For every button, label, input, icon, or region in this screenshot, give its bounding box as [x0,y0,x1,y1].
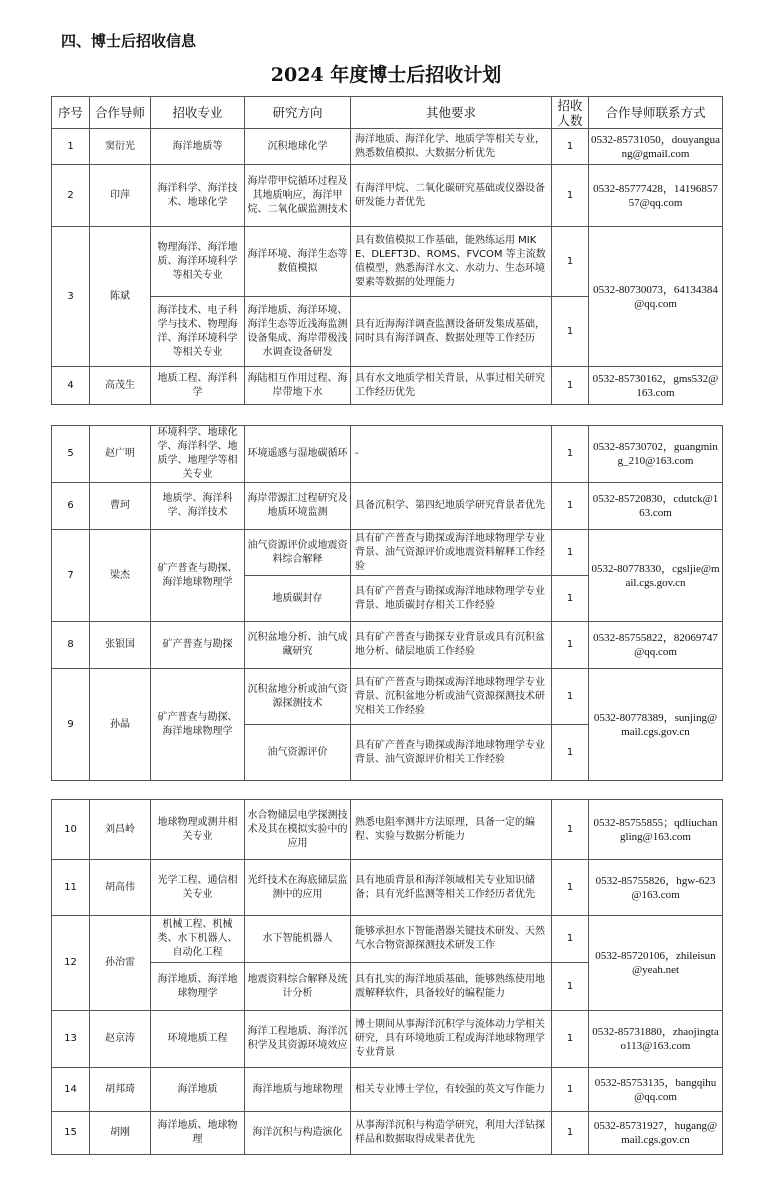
row-number: 11 [52,860,90,916]
advisor-name: 刘昌岭 [90,800,151,860]
major-cell: 地质工程、海洋科学 [151,367,245,405]
advisor-name: 梁杰 [90,530,151,622]
column-header: 其他要求 [351,97,552,129]
requirement-cell: 具有矿产普查与勘探或海洋地球物理学专业背景、沉积盆地分析或油气资源探测技术研究相关工作经验 [351,669,552,725]
major-cell: 机械工程、机械类、水下机器人、自动化工程 [151,916,245,963]
advisor-name: 张银国 [90,622,151,669]
requirement-cell: 具有矿产普查与勘探或海洋地球物理学专业背景、油气资源评价相关工作经验 [351,725,552,781]
major-cell: 矿产普查与勘探、海洋地球物理学 [151,530,245,622]
count-cell: 1 [552,129,589,165]
requirement-cell: 具有水文地质学相关背景，从事过相关研究工作经历优先 [351,367,552,405]
direction-cell: 海洋地质、海洋环境、海洋生态等近浅海监测设备集成、海岸带极浅水调查设备研发 [245,297,351,367]
count-cell: 1 [552,725,589,781]
row-number: 4 [52,367,90,405]
table-row [52,129,723,165]
advisor-name: 孙晶 [90,669,151,781]
requirement-cell: 有海洋甲烷、二氧化碳研究基础或仪器设备研发能力者优先 [351,165,552,227]
table-row [52,227,723,297]
row-number: 3 [52,227,90,367]
count-cell: 1 [552,576,589,622]
table-row [52,800,723,860]
count-cell: 1 [552,227,589,297]
table-row [52,426,723,483]
contact-cell: 0532-85720106，zhileisun@yeah.net [589,916,723,1011]
table-row [52,367,723,405]
count-cell: 1 [552,860,589,916]
direction-cell: 地质碳封存 [245,576,351,622]
advisor-name: 胡邦琦 [90,1068,151,1112]
count-cell: 1 [552,1011,589,1068]
count-cell: 1 [552,483,589,530]
direction-cell: 海洋沉积与构造演化 [245,1112,351,1155]
requirement-cell: 具有矿产普查与勘探或海洋地球物理学专业背景、地质碳封存相关工作经验 [351,576,552,622]
page-title: 2024 年度博士后招收计划 [270,64,502,86]
section-heading: 四、博士后招收信息 [61,32,197,50]
direction-cell: 沉积地球化学 [245,129,351,165]
contact-cell: 0532-85731050，douyanguang@gmail.com [589,129,723,165]
requirement-cell: 具有数值模拟工作基础，能熟练运用 MIKE、DLEFT3D、ROMS、FVCOM 等主流数值模型，熟悉海洋水文、水动力、生态环境要素等数据的处理能力 [351,227,552,297]
direction-cell: 环境遥感与湿地碳循环 [245,426,351,483]
direction-cell: 光纤技术在海底储层监测中的应用 [245,860,351,916]
contact-cell: 0532-85777428，1419685757@qq.com [589,165,723,227]
count-cell: 1 [552,669,589,725]
column-header: 招收专业 [151,97,245,129]
major-cell: 环境地质工程 [151,1011,245,1068]
column-header: 合作导师联系方式 [589,97,723,129]
table-row [52,1068,723,1112]
contact-cell: 0532-85720830，cdutck@163.com [589,483,723,530]
recruitment-table-part2 [51,425,723,781]
contact-cell: 0532-85755826，hgw-623@163.com [589,860,723,916]
direction-cell: 海洋地质与地球物理 [245,1068,351,1112]
major-cell: 矿产普查与勘探 [151,622,245,669]
direction-cell: 海岸带甲烷循环过程及其地质响应，海洋甲烷、二氧化碳监测技术 [245,165,351,227]
table-row [52,1112,723,1155]
advisor-name: 赵广明 [90,426,151,483]
count-cell: 1 [552,916,589,963]
count-cell: 1 [552,1112,589,1155]
advisor-name: 窦衍光 [90,129,151,165]
contact-cell: 0532-85731880，zhaojingtao113@163.com [589,1011,723,1068]
count-cell: 1 [552,622,589,669]
advisor-name: 胡刚 [90,1112,151,1155]
column-header: 研究方向 [245,97,351,129]
direction-cell: 海陆相互作用过程、海岸带地下水 [245,367,351,405]
row-number: 8 [52,622,90,669]
count-cell: 1 [552,426,589,483]
row-number: 5 [52,426,90,483]
row-number: 10 [52,800,90,860]
column-header: 序号 [52,97,90,129]
major-cell: 地质学、海洋科学、海洋技术 [151,483,245,530]
table-row [52,1011,723,1068]
advisor-name: 曹珂 [90,483,151,530]
row-number: 6 [52,483,90,530]
direction-cell: 水合物储层电学探测技术及其在模拟实验中的应用 [245,800,351,860]
table-row [52,483,723,530]
contact-cell: 0532-85753135，bangqihu@qq.com [589,1068,723,1112]
requirement-cell: 具有近海海洋调查监测设备研发集成基础，同时具有海洋调查、数据处理等工作经历 [351,297,552,367]
direction-cell: 海洋工程地质、海洋沉积学及其资源环境效应 [245,1011,351,1068]
row-number: 1 [52,129,90,165]
advisor-name: 赵京涛 [90,1011,151,1068]
advisor-name: 印萍 [90,165,151,227]
table-row [52,530,723,576]
direction-cell: 油气资源评价 [245,725,351,781]
contact-cell: 0532-85755855；qdliuchangling@163.com [589,800,723,860]
advisor-name: 胡高伟 [90,860,151,916]
major-cell: 环境科学、地球化学、海洋科学、地质学、地理学等相关专业 [151,426,245,483]
contact-cell: 0532-80778389，sunjing@mail.cgs.gov.cn [589,669,723,781]
direction-cell: 海洋环境、海洋生态等数值模拟 [245,227,351,297]
table-row [52,916,723,963]
major-cell: 矿产普查与勘探、海洋地球物理学 [151,669,245,781]
advisor-name: 陈斌 [90,227,151,367]
direction-cell: 地震资料综合解释及统计分析 [245,963,351,1011]
row-number: 12 [52,916,90,1011]
major-cell: 地球物理或测井相关专业 [151,800,245,860]
table-row [52,165,723,227]
advisor-name: 高茂生 [90,367,151,405]
table-row [52,622,723,669]
requirement-cell: 具备沉积学、第四纪地质学研究背景者优先 [351,483,552,530]
major-cell: 海洋地质、地球物理 [151,1112,245,1155]
major-cell: 海洋地质、海洋地球物理学 [151,963,245,1011]
count-cell: 1 [552,367,589,405]
direction-cell: 水下智能机器人 [245,916,351,963]
row-number: 9 [52,669,90,781]
count-cell: 1 [552,530,589,576]
count-cell: 1 [552,297,589,367]
requirement-cell: 能够承担水下智能潜器关键技术研发、天然气水合物资源探测技术研发工作 [351,916,552,963]
major-cell: 海洋科学、海洋技术、地球化学 [151,165,245,227]
contact-cell: 0532-85730162，gms532@163.com [589,367,723,405]
major-cell: 物理海洋、海洋地质、海洋环境科学等相关专业 [151,227,245,297]
recruitment-table-part1 [51,96,723,405]
count-cell: 1 [552,1068,589,1112]
requirement-cell: 从事海洋沉积与构造学研究，利用大洋钻探样品和数据取得成果者优先 [351,1112,552,1155]
row-number: 15 [52,1112,90,1155]
header-row [52,97,723,129]
count-cell: 1 [552,963,589,1011]
contact-cell: 0532-85731927，hugang@mail.cgs.gov.cn [589,1112,723,1155]
requirement-cell: 博士期间从事海洋沉积学与流体动力学相关研究，具有环境地质工程或海洋地球物理学专业背景 [351,1011,552,1068]
direction-cell: 沉积盆地分析、油气成藏研究 [245,622,351,669]
direction-cell: 沉积盆地分析或油气资源探测技术 [245,669,351,725]
major-cell: 海洋地质 [151,1068,245,1112]
count-cell: 1 [552,165,589,227]
requirement-cell: 熟悉电阻率测井方法原理，具备一定的编程、实验与数据分析能力 [351,800,552,860]
requirement-cell: 具有矿产普查与勘探或海洋地球物理学专业背景、油气资源评价或地震资料解释工作经验 [351,530,552,576]
column-header: 招收人数 [552,97,589,129]
row-number: 7 [52,530,90,622]
major-cell: 海洋技术、电子科学与技术、物理海洋、海洋环境科学等相关专业 [151,297,245,367]
table-row [52,669,723,725]
requirement-cell: 具有扎实的海洋地质基础，能够熟练使用地震解释软件，具备较好的编程能力 [351,963,552,1011]
row-number: 14 [52,1068,90,1112]
advisor-name: 孙治雷 [90,916,151,1011]
direction-cell: 海岸带源汇过程研究及地质环境监测 [245,483,351,530]
recruitment-table-part3 [51,799,723,1155]
contact-cell: 0532-85730702，guangming_210@163.com [589,426,723,483]
requirement-cell: 相关专业博士学位，有较强的英文写作能力 [351,1068,552,1112]
requirement-cell: 具有地质背景和海洋领域相关专业知识储备；具有光纤监测等相关工作经历者优先 [351,860,552,916]
major-cell: 光学工程、通信相关专业 [151,860,245,916]
requirement-cell: 具有矿产普查与勘探专业背景或具有沉积盆地分析、储层地质工作经验 [351,622,552,669]
contact-cell: 0532-85755822，82069747@qq.com [589,622,723,669]
contact-cell: 0532-80778330，cgsljie@mail.cgs.gov.cn [589,530,723,622]
major-cell: 海洋地质等 [151,129,245,165]
requirement-cell: - [351,426,552,483]
direction-cell: 油气资源评价或地震资料综合解释 [245,530,351,576]
table-row [52,860,723,916]
requirement-cell: 海洋地质、海洋化学、地质学等相关专业，熟悉数值模拟、大数据分析优先 [351,129,552,165]
column-header: 合作导师 [90,97,151,129]
count-cell: 1 [552,800,589,860]
row-number: 13 [52,1011,90,1068]
contact-cell: 0532-80730073，64134384@qq.com [589,227,723,367]
row-number: 2 [52,165,90,227]
